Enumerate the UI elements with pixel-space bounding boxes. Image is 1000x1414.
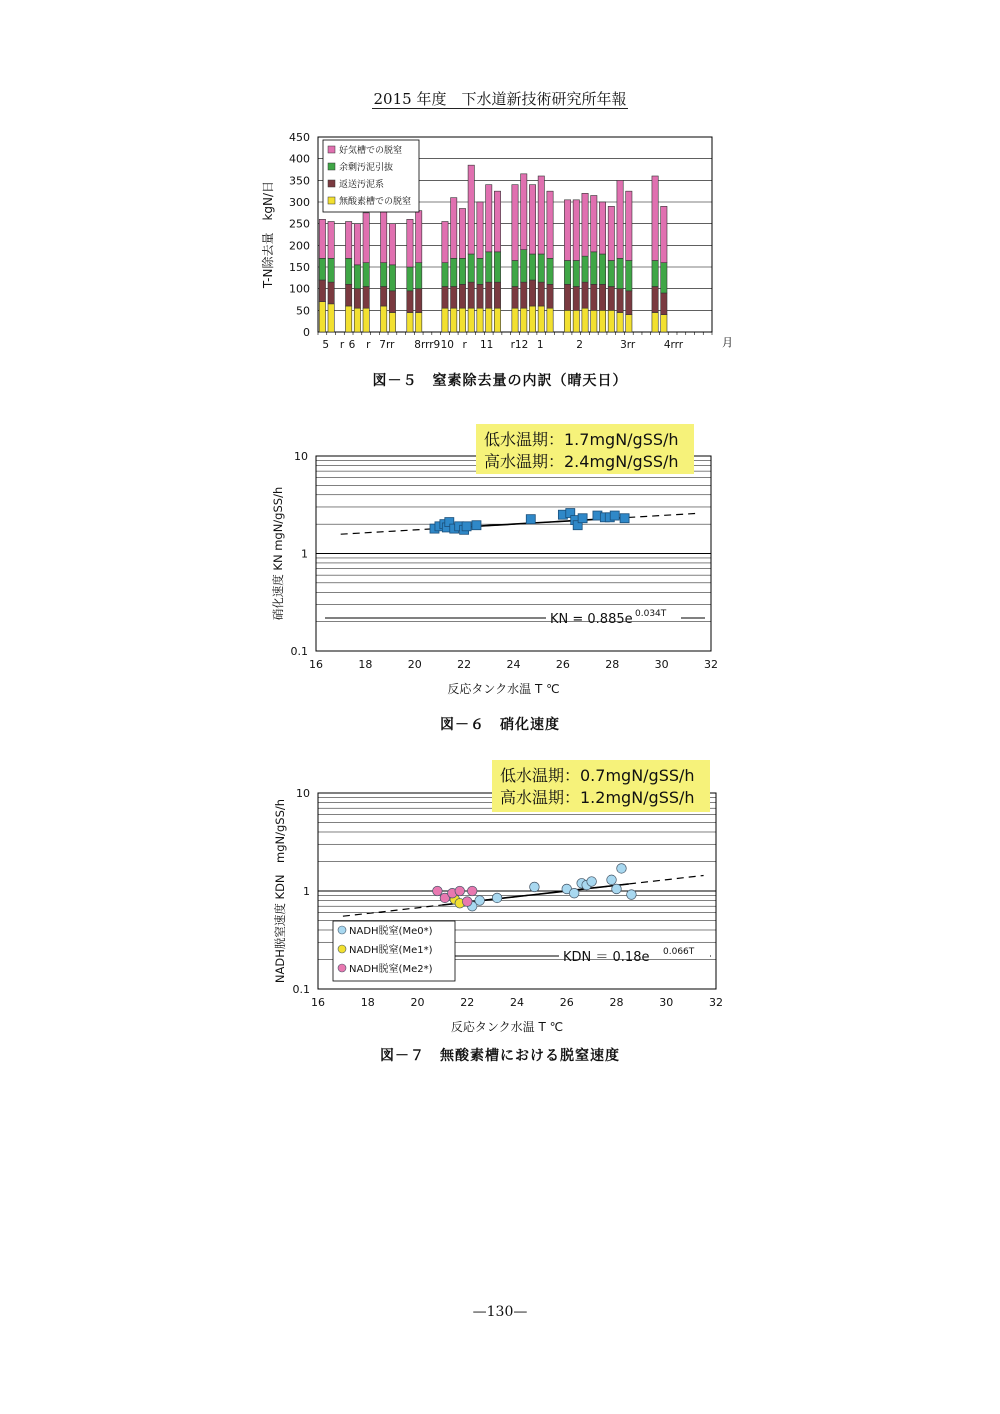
bar-segment-aerobic (652, 176, 658, 261)
data-point (433, 886, 443, 896)
bar-segment-aerobic (451, 198, 457, 259)
bar-segment-anoxic (538, 306, 544, 332)
x-tick-label: 32 (704, 658, 718, 671)
bar-segment-anoxic (661, 315, 667, 332)
legend-label: 余剰汚泥引抜 (339, 163, 394, 173)
x-tick-label: 6 (348, 339, 356, 351)
bar-segment-aerobic (564, 200, 570, 261)
figure-7-caption: 図－７ 無酸素槽における脱窒速度 (380, 1048, 620, 1064)
legend-label: 好気槽での脱窒 (339, 146, 403, 156)
bar-segment-excess (538, 254, 544, 282)
bar-segment-aerobic (573, 200, 579, 261)
x-tick-label: 16 (311, 996, 325, 1009)
bar-segment-aerobic (626, 191, 632, 260)
bar-segment-excess (381, 263, 387, 287)
bar-segment-excess (407, 267, 413, 291)
y-tick-label: 1 (301, 547, 308, 561)
bar-segment-aerobic (381, 211, 387, 263)
figure-6-caption: 図－６ 硝化速度 (440, 717, 560, 733)
x-tick-label: 3rr (620, 339, 636, 351)
bar-segment-return (381, 287, 387, 307)
data-point (455, 886, 465, 896)
x-tick-label: 22 (460, 996, 475, 1009)
equation-exponent: 0.066T (663, 947, 695, 957)
y-tick-label: 250 (289, 217, 310, 231)
y-tick-label: 10 (294, 450, 308, 463)
data-point (607, 875, 617, 885)
bar-segment-return (512, 287, 518, 309)
legend-swatch (328, 146, 335, 153)
y-axis-label: NADH脱窒速度 KDN mgN/gSS/h (273, 798, 287, 984)
data-point (578, 514, 587, 523)
x-tick-label: 30 (654, 658, 669, 671)
bar-segment-excess (389, 265, 395, 291)
bar-segment-excess (582, 256, 588, 282)
bar-segment-aerobic (389, 224, 395, 265)
bar-segment-aerobic (494, 191, 500, 252)
bar-segment-anoxic (564, 310, 570, 332)
bar-segment-aerobic (547, 191, 553, 258)
bar-segment-excess (363, 263, 369, 287)
bar-segment-aerobic (617, 180, 623, 258)
bar-segment-excess (608, 261, 614, 287)
bar-segment-return (363, 287, 369, 309)
x-axis-label: 反応タンク水温 T ℃ (450, 1020, 564, 1034)
bar-segment-aerobic (486, 185, 492, 252)
data-point (627, 890, 637, 900)
x-tick-label: 18 (360, 996, 375, 1009)
bar-segment-excess (521, 250, 527, 283)
bar-segment-aerobic (538, 176, 544, 254)
bar-segment-excess (319, 258, 325, 280)
bar-segment-anoxic (626, 315, 632, 332)
bar-segment-anoxic (529, 306, 535, 332)
bar-segment-excess (652, 261, 658, 287)
bar-segment-anoxic (599, 310, 605, 332)
legend-label: NADH脱窒(Me0*) (349, 926, 433, 937)
bar-segment-aerobic (319, 219, 325, 258)
page-header (0, 88, 1000, 109)
bar-segment-excess (477, 258, 483, 284)
x-tick-label: 16 (309, 658, 323, 671)
bar-segment-excess (494, 252, 500, 282)
bar-segment-return (564, 284, 570, 310)
data-point (475, 896, 485, 906)
bar-segment-excess (547, 258, 553, 284)
bar-segment-anoxic (468, 308, 474, 332)
bar-segment-anoxic (573, 310, 579, 332)
bar-segment-aerobic (529, 185, 535, 254)
bar-segment-return (345, 284, 351, 306)
bar-segment-return (661, 293, 667, 315)
bar-segment-excess (416, 263, 422, 289)
rate-annotation-line: 低水温期：1.7mgN/gSS/h (484, 430, 679, 449)
bar-segment-return (468, 282, 474, 308)
bar-segment-excess (564, 261, 570, 285)
bar-segment-aerobic (582, 193, 588, 256)
data-point (569, 888, 579, 898)
bar-segment-aerobic (591, 196, 597, 252)
bar-segment-anoxic (459, 308, 465, 332)
bar-segment-excess (599, 254, 605, 284)
y-axis-label: 硝化速度 KN mgN/gSS/h (271, 486, 285, 621)
bar-segment-return (652, 287, 658, 313)
x-tick-label: r12 (510, 339, 529, 351)
bar-segment-excess (626, 261, 632, 291)
bar-segment-return (407, 291, 413, 313)
legend-label: NADH脱窒(Me1*) (349, 945, 433, 956)
legend-marker (338, 945, 346, 953)
x-tick-label: 26 (555, 658, 570, 671)
bar-segment-excess (442, 263, 448, 287)
x-tick-label: 24 (506, 658, 521, 671)
y-tick-label: 10 (296, 787, 310, 800)
x-tick-label: 5 (322, 339, 330, 351)
bar-segment-anoxic (652, 313, 658, 333)
legend-swatch (328, 163, 335, 170)
bar-segment-return (354, 289, 360, 309)
bar-segment-excess (459, 258, 465, 284)
y-tick-label: 450 (289, 131, 310, 144)
legend-label: 返送汚泥系 (339, 180, 385, 190)
bar-segment-anoxic (416, 313, 422, 333)
bar-segment-aerobic (599, 202, 605, 254)
bar-segment-excess (591, 252, 597, 285)
bar-segment-return (451, 287, 457, 309)
bar-segment-return (617, 289, 623, 313)
bar-segment-aerobic (459, 209, 465, 259)
bar-segment-anoxic (381, 306, 387, 332)
bar-segment-aerobic (468, 165, 474, 254)
bar-segment-anoxic (407, 313, 413, 333)
y-tick-label: 200 (289, 239, 310, 253)
nitrogen-removal-bar-chart (0, 125, 1000, 351)
data-point (612, 884, 622, 894)
data-point (587, 877, 597, 887)
x-tick-label: 4rrr (663, 339, 684, 351)
y-tick-label: 0.1 (290, 645, 308, 658)
x-axis-label: 反応タンク水温 T ℃ (447, 682, 560, 696)
bar-segment-aerobic (512, 185, 518, 261)
data-point (492, 893, 502, 903)
bar-segment-anoxic (363, 308, 369, 332)
legend-swatch (328, 180, 335, 187)
equation-main: KDN ＝ 0.18e (563, 950, 650, 965)
x-axis-unit: 月 (722, 336, 733, 349)
data-point (526, 515, 535, 524)
bar-segment-excess (468, 254, 474, 282)
x-tick-label: 30 (659, 996, 674, 1009)
legend-marker (338, 964, 346, 972)
bar-segment-excess (617, 258, 623, 288)
bar-segment-excess (512, 261, 518, 287)
y-tick-label: 100 (289, 282, 310, 296)
x-tick-label: 20 (410, 996, 425, 1009)
bar-segment-return (328, 282, 334, 304)
y-tick-label: 300 (289, 196, 310, 209)
figure-5-caption: 図－５ 窒素除去量の内訳（晴天日） (372, 373, 628, 389)
x-tick-label: r (339, 339, 345, 351)
bar-segment-return (626, 291, 632, 315)
data-point (620, 514, 629, 523)
bar-segment-return (442, 287, 448, 309)
bar-segment-return (494, 282, 500, 308)
equation-main: KN = 0.885e (550, 612, 633, 627)
x-tick-label: 18 (358, 658, 373, 671)
bar-segment-anoxic (442, 308, 448, 332)
legend-swatch (328, 197, 335, 204)
bar-segment-return (459, 284, 465, 308)
bar-segment-aerobic (416, 211, 422, 263)
bar-segment-aerobic (442, 222, 448, 263)
x-tick-label: 32 (709, 996, 723, 1009)
bar-segment-anoxic (451, 308, 457, 332)
bar-segment-return (529, 280, 535, 306)
legend-label: 無酸素槽での脱窒 (339, 197, 412, 207)
bar-segment-anoxic (512, 308, 518, 332)
bar-segment-excess (354, 265, 360, 289)
bar-segment-anoxic (591, 310, 597, 332)
bar-segment-excess (486, 252, 492, 282)
bar-segment-return (521, 282, 527, 308)
y-tick-label: 0.1 (292, 983, 310, 996)
data-point (617, 864, 627, 874)
y-axis-label: T-N除去量 kgN/日 (261, 180, 275, 289)
bar-segment-anoxic (521, 308, 527, 332)
y-tick-label: 350 (289, 174, 310, 188)
rate-annotation-line: 高水温期：2.4mgN/gSS/h (484, 452, 679, 471)
bar-segment-excess (573, 261, 579, 287)
bar-segment-aerobic (661, 206, 667, 262)
bar-segment-anoxic (494, 308, 500, 332)
bar-segment-aerobic (608, 206, 614, 260)
bar-segment-return (582, 282, 588, 308)
rate-annotation-line: 高水温期：1.2mgN/gSS/h (500, 788, 695, 807)
bar-segment-anoxic (477, 308, 483, 332)
x-tick-label: r (462, 339, 467, 351)
x-tick-label: 26 (559, 996, 574, 1009)
bar-segment-excess (529, 254, 535, 280)
denitrification-rate-chart (0, 755, 1000, 1045)
data-point (467, 886, 477, 896)
y-tick-label: 150 (289, 261, 310, 274)
bar-segment-return (319, 280, 325, 302)
x-tick-label: r (366, 339, 371, 351)
x-tick-label: 28 (605, 658, 620, 671)
x-tick-label: 22 (457, 658, 472, 671)
nitrification-rate-chart (0, 420, 1000, 700)
data-point (462, 897, 472, 907)
bar-segment-return (608, 287, 614, 311)
bar-segment-aerobic (477, 202, 483, 258)
bar-segment-return (538, 282, 544, 306)
bar-segment-aerobic (407, 219, 413, 267)
bar-segment-anoxic (345, 306, 351, 332)
bar-segment-aerobic (363, 213, 369, 263)
x-tick-label: 28 (609, 996, 624, 1009)
bar-segment-anoxic (319, 302, 325, 332)
bar-segment-aerobic (328, 222, 334, 259)
y-tick-label: 400 (289, 152, 310, 166)
bar-segment-anoxic (608, 310, 614, 332)
bar-segment-aerobic (521, 174, 527, 250)
bar-segment-anoxic (617, 313, 623, 333)
rate-annotation-line: 低水温期：0.7mgN/gSS/h (500, 766, 695, 785)
bar-segment-anoxic (486, 308, 492, 332)
x-tick-label: 1 (536, 339, 544, 351)
data-point (530, 882, 540, 892)
x-tick-label: 20 (407, 658, 422, 671)
bar-segment-return (547, 284, 553, 308)
bar-segment-return (599, 284, 605, 310)
bar-segment-aerobic (345, 222, 351, 259)
x-tick-label: 2 (576, 339, 583, 351)
equation-exponent: 0.034T (635, 609, 667, 619)
bar-segment-anoxic (328, 304, 334, 332)
data-point (610, 511, 619, 520)
data-point (462, 522, 471, 531)
bar-segment-anoxic (582, 308, 588, 332)
legend-marker (338, 926, 346, 934)
bar-segment-return (486, 282, 492, 308)
bar-segment-anoxic (547, 308, 553, 332)
bar-segment-return (591, 284, 597, 310)
header-title: 2015 年度 下水道新技術研究所年報 (373, 90, 627, 108)
legend-label: NADH脱窒(Me2*) (349, 964, 433, 975)
page-number: —130— (472, 1304, 528, 1320)
bar-segment-excess (328, 258, 334, 282)
bar-segment-return (389, 291, 395, 313)
data-point (472, 521, 481, 530)
bar-segment-anoxic (389, 313, 395, 333)
x-tick-label: 8rrr9 (414, 339, 441, 351)
bar-segment-excess (451, 258, 457, 286)
x-tick-label: 11 (479, 339, 494, 351)
bar-segment-excess (345, 258, 351, 284)
y-tick-label: 0 (303, 326, 310, 339)
bar-segment-excess (661, 263, 667, 293)
x-tick-label: 24 (510, 996, 524, 1009)
x-tick-label: 7rr (379, 339, 395, 351)
bar-segment-anoxic (354, 308, 360, 332)
bar-segment-return (416, 289, 422, 313)
bar-segment-aerobic (354, 224, 360, 265)
y-tick-label: 1 (303, 885, 310, 898)
bar-segment-return (477, 284, 483, 308)
bar-segment-return (573, 287, 579, 311)
x-tick-label: 10 (440, 339, 454, 351)
y-tick-label: 50 (296, 304, 310, 318)
